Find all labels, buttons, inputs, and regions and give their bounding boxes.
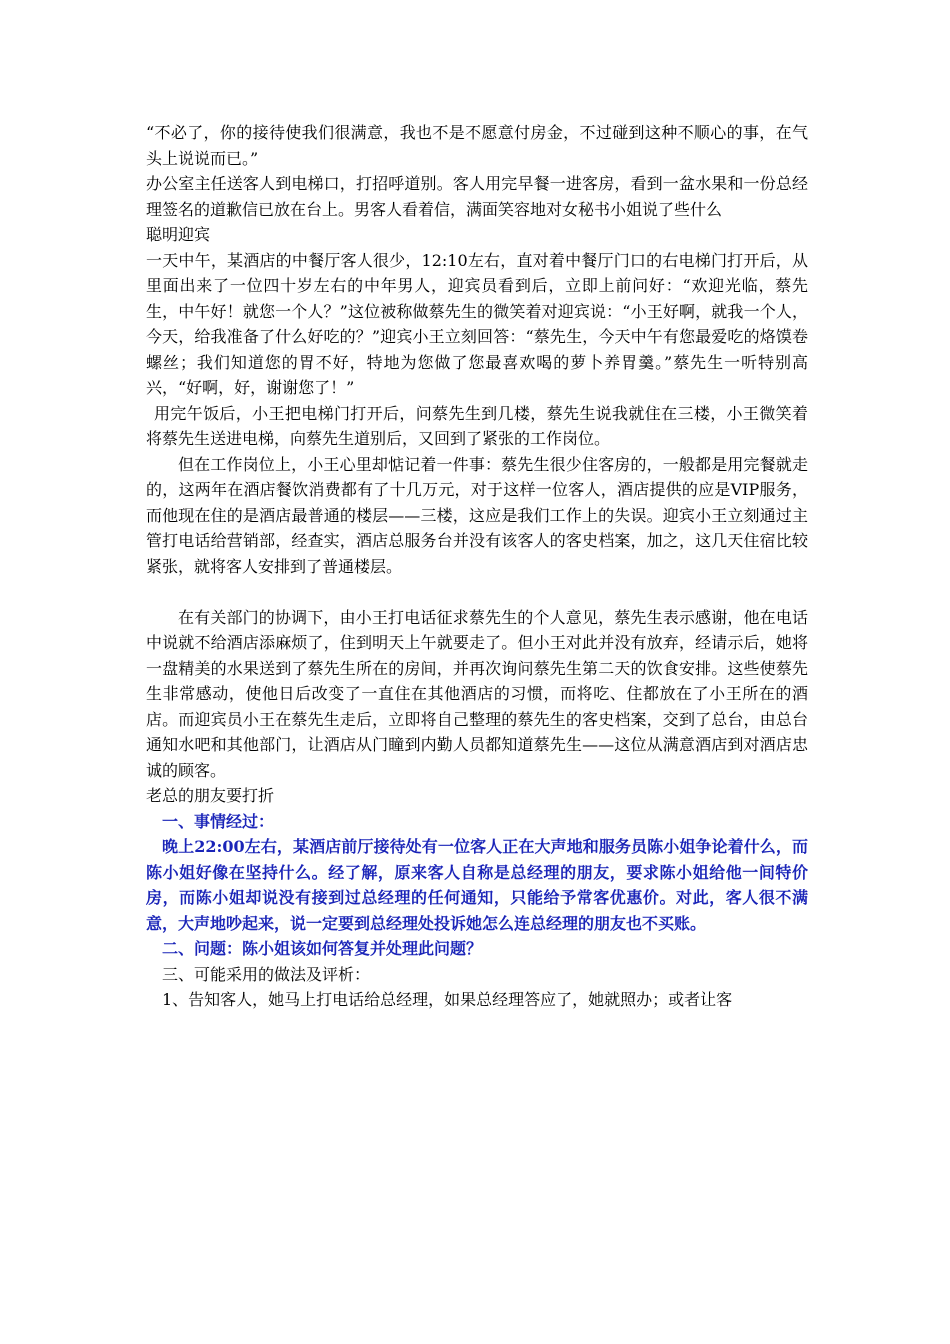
section-title-smart-greeter: 聪明迎宾 [146, 225, 211, 244]
greeter-paragraph-2: 用完午饭后，小王把电梯门打开后，问蔡先生到几楼，蔡先生说我就住在三楼，小王微笑着将蔡先生送进电梯，向蔡先生道别后，又回到了紧张的工作岗位。 [146, 403, 808, 448]
quote-paragraph: “不必了，你的接待使我们很满意，我也不是不愿意付房金，不过碰到这种不顺心的事，在气头上说说而已。” [146, 123, 808, 168]
document-page [146, 120, 808, 1013]
approach-paragraph-1: 1、告知客人，她马上打电话给总经理，如果总经理答应了，她就照办；或者让客 [162, 990, 733, 1009]
section-title-boss-friend: 老总的朋友要打折 [146, 786, 275, 805]
greeter-paragraph-4: 在有关部门的协调下，由小王打电话征求蔡先生的个人意见，蔡先生表示感谢，他在电话中说就不给酒店添麻烦了，住到明天上午就要走了。但小王对此并没有放弃，经请示后，她将一盘精美的水果送到了蔡先生所在的房间，并再次询问蔡先生第二天的饮食安排。这些使蔡先生非常感动，使他日后改变了一直住在其他酒店的习惯，而将吃、住都放在了小王所在的酒店。而迎宾员小王在蔡先生走后，立即将自己整理的蔡先生的客史档案，交到了总台，由总台通知水吧和其他部门，让酒店从门瞳到内勤人员都知道蔡先生——这位从满意酒店到对酒店忠诚的顾客。 [146, 607, 808, 780]
subheading-question: 二、问题：陈小姐该如何答复并处理此问题？ [162, 939, 483, 958]
subheading-approaches: 三、可能采用的做法及评析： [162, 964, 371, 984]
event-paragraph: 晚上22:00左右，某酒店前厅接待处有一位客人正在大声地和服务员陈小姐争论着什么，而陈小姐好像在坚持什么。经了解，原来客人自称是总经理的朋友，要求陈小姐给他一间特价房，而陈小姐却说没有接到过总经理的任何通知，只能给予常客优惠价。对此，客人很不满意，大声地吵起来，说一定要到总经理处投诉她怎么连总经理的朋友也不买账。 [146, 837, 808, 933]
greeter-paragraph-1: 一天中午，某酒店的中餐厅客人很少，12:10左右，直对着中餐厅门口的右电梯门打开后，从里面出来了一位四十岁左右的中年男人，迎宾员看到后，立即上前问好：“欢迎光临，蔡先生，中午好！就您一个人？”这位被称做蔡先生的微笑着对迎宾说：“小王好啊，就我一个人，今天，给我准备了什么好吃的？”迎宾小王立刻回答：“蔡先生，今天中午有您最爱吃的烙馍卷螺丝；我们知道您的胃不好，特地为您做了您最喜欢喝的萝卜养胃羹。”蔡先生一听特别高兴，“好啊，好，谢谢您了！” [146, 250, 808, 397]
greeter-paragraph-3: 但在工作岗位上，小王心里却惦记着一件事：蔡先生很少住客房的，一般都是用完餐就走的，这两年在酒店餐饮消费都有了十几万元，对于这样一位客人，酒店提供的应是VIP服务，而他现在住的是酒店最普通的楼层——三楼，这应是我们工作上的失误。迎宾小王立刻通过主管打电话给营销部，经查实，酒店总服务台并没有该客人的客史档案，加之，这几天住宿比较紧张，就将客人安排到了普通楼层。 [146, 454, 808, 576]
subheading-event: 一、事情经过： [162, 811, 275, 831]
farewell-paragraph: 办公室主任送客人到电梯口，打招呼道别。客人用完早餐一进客房，看到一盆水果和一份总经理签名的道歉信已放在台上。男客人看着信，满面笑容地对女秘书小姐说了些什么 [146, 174, 808, 219]
